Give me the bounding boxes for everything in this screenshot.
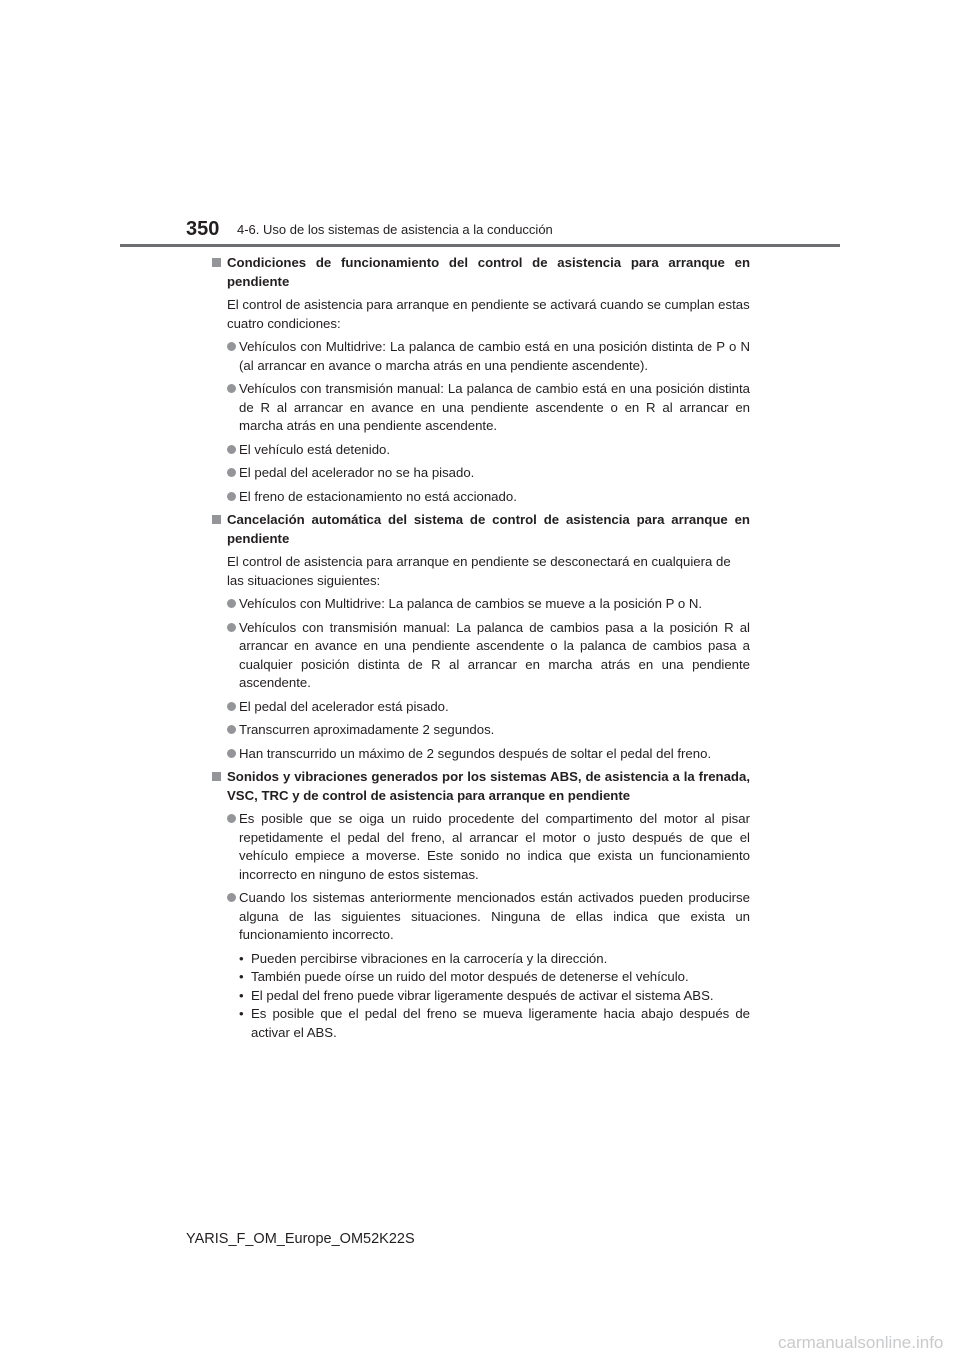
circle-bullet-icon — [227, 599, 236, 608]
square-bullet-icon — [212, 772, 221, 781]
document-code: YARIS_F_OM_Europe_OM52K22S — [186, 1231, 415, 1247]
circle-bullet-icon — [227, 893, 236, 902]
section-intro: El control de asistencia para arranque en pendiente se desconectará en cualquiera de las situaciones siguientes: — [227, 554, 731, 588]
page-content — [210, 254, 750, 1042]
list-item-text: El freno de estacionamiento no está accionado. — [239, 488, 517, 504]
small-dot-marker: • — [239, 950, 244, 966]
sub-list — [239, 950, 750, 1043]
sub-list-item — [239, 950, 750, 969]
section-hill-start-cancellation — [210, 511, 750, 763]
circle-bullet-icon — [227, 623, 236, 632]
list-item — [227, 889, 750, 945]
section-heading-text: Condiciones de funcionamiento del control de asistencia para arranque en pendiente — [227, 255, 750, 289]
list-item-text: Vehículos con Multidrive: La palanca de cambios se mueve a la posición P o N. — [239, 596, 703, 611]
watermark: carmanualsonline.info — [778, 1333, 944, 1352]
circle-bullet-icon — [227, 384, 236, 393]
page-number: 350 — [186, 218, 220, 240]
list-item — [227, 380, 750, 436]
list-item-text: Vehículos con transmisión manual: La palanca de cambio está en una posición distinta de R al arrancar en avance en una pendiente ascendente o en R al arrancar en marcha atrás en una pendiente ascendente. — [239, 381, 750, 433]
square-bullet-icon — [212, 515, 221, 524]
circle-bullet-icon — [227, 342, 236, 351]
sub-list-item-text: Es posible que el pedal del freno se mueva ligeramente hacia abajo después de activar el ABS. — [251, 1006, 750, 1040]
list-item-text: Han transcurrido un máximo de 2 segundos después de soltar el pedal del freno. — [239, 745, 712, 761]
circle-bullet-icon — [227, 492, 236, 501]
circle-bullet-icon — [227, 814, 236, 823]
sub-list-item-text: El pedal del freno puede vibrar ligeramente después de activar el sistema ABS. — [251, 987, 714, 1003]
header-divider — [120, 244, 840, 247]
circle-bullet-icon — [227, 468, 236, 477]
list-item — [227, 721, 750, 740]
list-item-text: Vehículos con transmisión manual: La palanca de cambios pasa a la posición R al arrancar en avance en una pendiente ascendente o la palanca de cambios pasa a cualquier posición distinta de R al arrancar en marcha atrás en una pendiente ascendente. — [239, 619, 750, 690]
list-item-text: Transcurren aproximadamente 2 segundos. — [239, 722, 495, 737]
list-item-text: Es posible que se oiga un ruido procedente del compartimento del motor al pisar repetidamente el pedal del freno, al arrancar el motor o justo después de que el vehículo empiece a moverse. Este sonido no indica que exista un funcionamiento incorrecto en ninguno de estos sistemas. — [239, 811, 750, 882]
list-item — [227, 464, 750, 483]
section-heading — [210, 511, 750, 548]
list-item-text: Vehículos con Multidrive: La palanca de cambio está en una posición distinta de P o N (al arrancar en avance o marcha atrás en una pendiente ascendente). — [239, 339, 750, 373]
list-item — [227, 619, 750, 693]
section-heading — [210, 768, 750, 805]
section-hill-start-conditions — [210, 254, 750, 506]
section-heading-text: Sonidos y vibraciones generados por los sistemas ABS, de asistencia a la frenada, VSC, TRC y de control de asistencia para arranque en pendiente — [227, 769, 750, 803]
sub-list-item — [239, 987, 750, 1006]
section-heading — [210, 254, 750, 291]
circle-bullet-icon — [227, 725, 236, 734]
section-sounds-vibrations — [210, 768, 750, 1042]
chapter-title: 4-6. Uso de los sistemas de asistencia a la conducción — [237, 222, 553, 237]
list-item — [227, 810, 750, 884]
sub-list-item — [239, 968, 750, 987]
square-bullet-icon — [212, 258, 221, 267]
circle-bullet-icon — [227, 749, 236, 758]
sub-list-item-text: Pueden percibirse vibraciones en la carrocería y la dirección. — [251, 950, 608, 966]
small-dot-marker: • — [239, 987, 244, 1003]
section-intro: El control de asistencia para arranque en pendiente se activará cuando se cumplan estas cuatro condiciones: — [227, 297, 750, 331]
list-item — [227, 488, 750, 507]
list-item-text: El pedal del acelerador está pisado. — [239, 698, 449, 714]
list-item-text: El vehículo está detenido. — [239, 441, 391, 457]
sub-list-item-text: También puede oírse un ruido del motor después de detenerse el vehículo. — [251, 969, 689, 984]
circle-bullet-icon — [227, 702, 236, 711]
list-item — [227, 745, 750, 764]
circle-bullet-icon — [227, 445, 236, 454]
section-heading-text: Cancelación automática del sistema de control de asistencia para arranque en pendiente — [227, 512, 750, 546]
list-item — [227, 698, 750, 717]
list-item-text: El pedal del acelerador no se ha pisado. — [239, 465, 475, 480]
small-dot-marker: • — [239, 1006, 244, 1021]
list-item — [227, 441, 750, 460]
small-dot-marker: • — [239, 969, 244, 984]
list-item — [227, 595, 750, 614]
list-item — [227, 338, 750, 375]
sub-list-item — [239, 1005, 750, 1042]
list-item-text: Cuando los sistemas anteriormente mencionados están activados pueden producirse alguna de las siguientes situaciones. Ninguna de ellas indica que exista un funcionamiento incorrecto. — [239, 890, 750, 942]
